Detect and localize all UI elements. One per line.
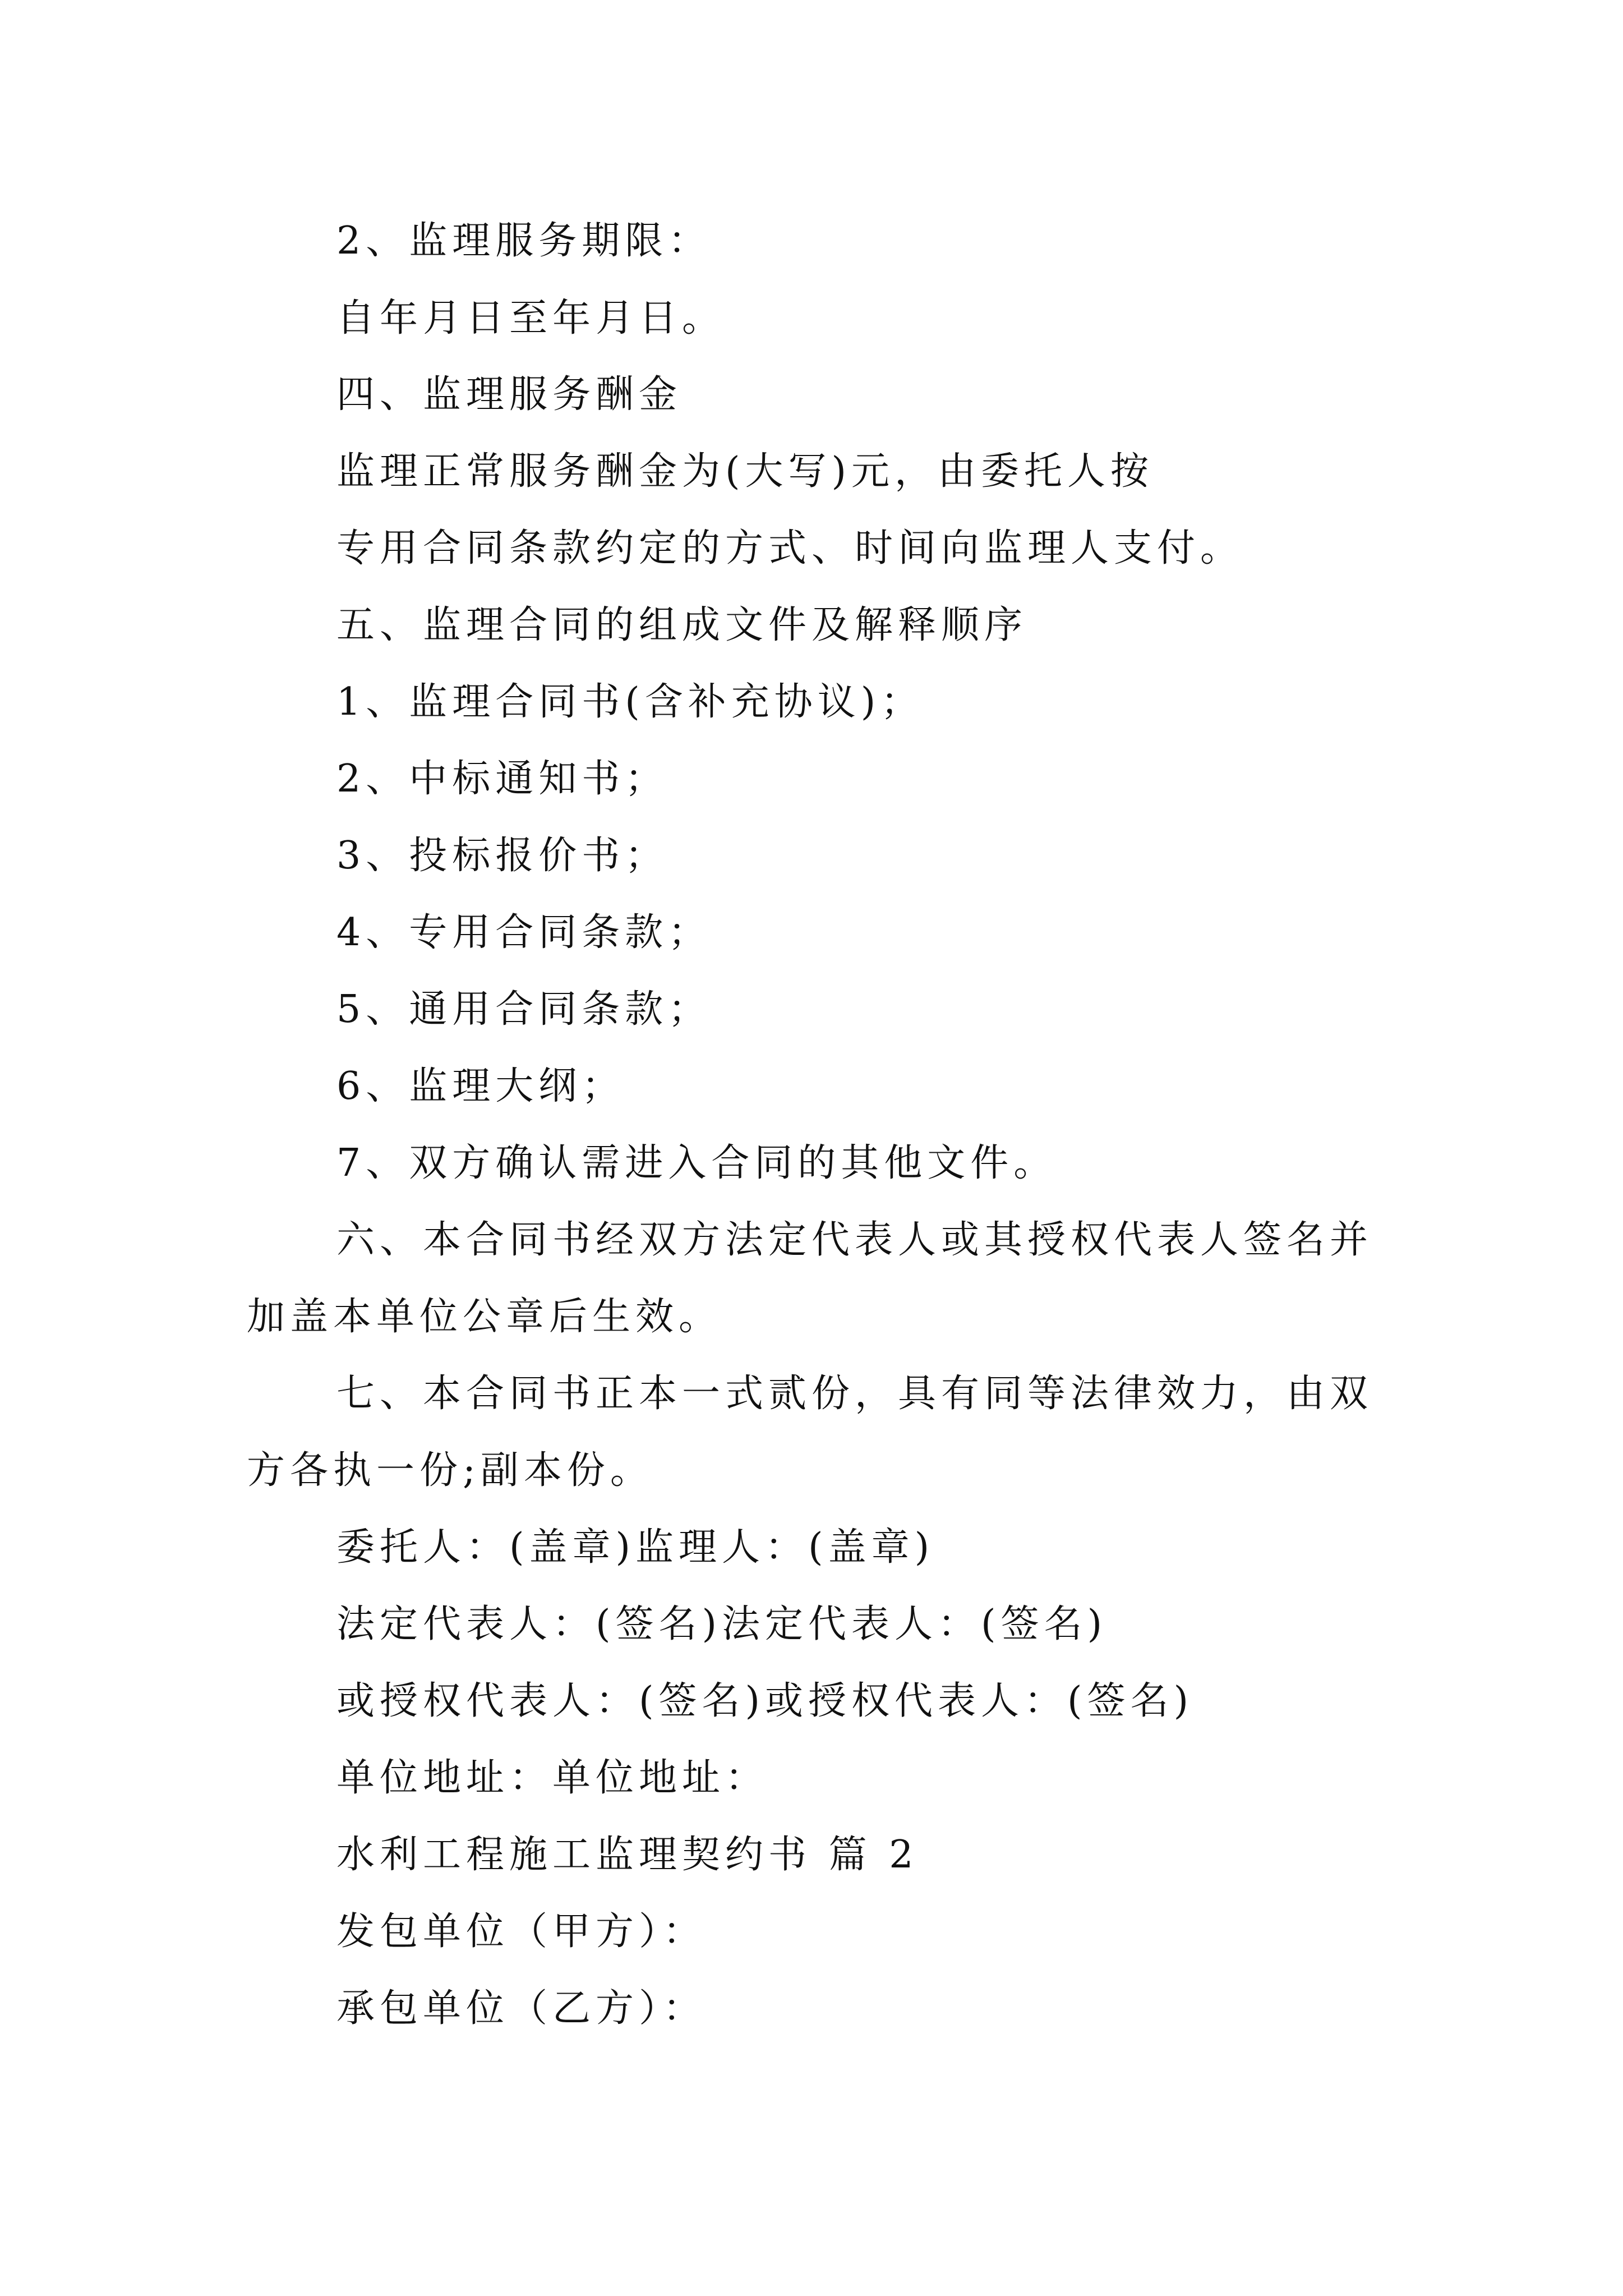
party-line: 发包单位（甲方）：	[336, 1910, 707, 1954]
list-item: 4、专用合同条款；	[336, 910, 712, 955]
party-line: 承包单位（乙方）：	[336, 1986, 707, 2031]
text-line: 监理正常服务酬金为(大写)元，由委托人按	[336, 449, 1154, 494]
list-item: 7、双方确认需进入合同的其他文件。	[336, 1141, 1057, 1185]
list-item: 5、通用合同条款；	[336, 987, 712, 1032]
paragraph-line: 六、本合同书经双方法定代表人或其授权代表人签名并	[336, 1218, 1373, 1262]
section-heading: 四、监理服务酬金	[336, 372, 683, 417]
paragraph-line: 加盖本单位公章后生效。	[247, 1295, 722, 1339]
list-item: 2、中标通知书；	[336, 757, 668, 801]
paragraph-line: 七、本合同书正本一式贰份，具有同等法律效力，由双	[336, 1372, 1373, 1416]
text-line: 专用合同条款约定的方式、时间向监理人支付。	[336, 526, 1244, 570]
signature-line: 委托人：(盖章)监理人：(盖章)	[336, 1525, 935, 1570]
signature-line: 或授权代表人：(签名)或授权代表人：(签名)	[336, 1679, 1194, 1723]
address-line: 单位地址：单位地址：	[336, 1756, 769, 1800]
text-line: 自年月日至年月日。	[336, 296, 726, 341]
list-item: 3、投标报价书；	[336, 834, 668, 878]
document-title: 水利工程施工监理契约书 篇 2	[336, 1833, 919, 1877]
signature-line: 法定代表人：(签名)法定代表人：(签名)	[336, 1602, 1108, 1646]
list-item: 1、监理合同书(含补充协议)；	[336, 680, 924, 724]
section-heading: 五、监理合同的组成文件及解释顺序	[336, 603, 1028, 647]
list-item: 6、监理大纲；	[336, 1064, 625, 1108]
paragraph-line: 方各执一份;副本份。	[247, 1448, 653, 1493]
text-line: 2、监理服务期限：	[336, 219, 712, 263]
